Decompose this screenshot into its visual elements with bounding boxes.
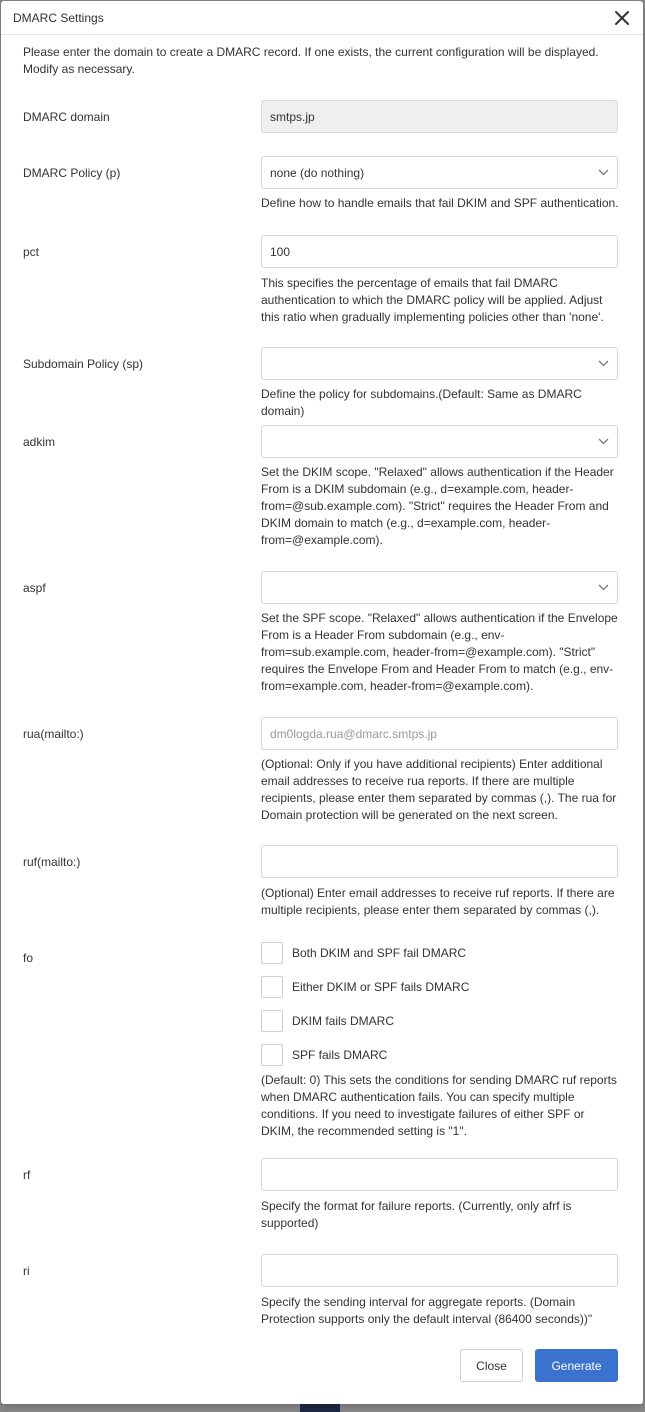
help-text: Define how to handle emails that fail DKIM and SPF authentication. [261, 196, 619, 210]
fo-option-either-fail[interactable] [261, 975, 619, 999]
select-value: none (do nothing) [270, 165, 365, 180]
chevron-down-icon [598, 169, 609, 176]
close-icon[interactable] [613, 9, 631, 27]
field-label: rua(mailto:) [23, 727, 84, 741]
checkbox[interactable] [261, 942, 283, 964]
dmarc-policy-select[interactable] [261, 156, 618, 189]
ri-input[interactable] [261, 1254, 618, 1287]
checkbox[interactable] [261, 976, 283, 998]
adkim-select[interactable] [261, 425, 618, 458]
close-button[interactable]: Close [460, 1349, 523, 1382]
checkbox-label: DKIM fails DMARC [292, 1014, 395, 1028]
help-text: (Optional: Only if you have additional recipients) Enter additional email addresses to receive rua reports. If there are multiple recipients, please enter them separated by commas (,). The rua for Domain protection will be generated on the next screen. [261, 757, 617, 822]
chevron-down-icon [598, 438, 609, 445]
subdomain-policy-select[interactable] [261, 347, 618, 380]
dialog-title: DMARC Settings [13, 10, 104, 25]
rua-input[interactable] [261, 717, 618, 750]
ruf-input[interactable] [261, 845, 618, 878]
help-text: Specify the format for failure reports. (Currently, only afrf is supported) [261, 1199, 572, 1230]
help-text: This specifies the percentage of emails that fail DMARC authentication to which the DMARC policy will be applied. Adjust this ratio when gradually implementing policies other than 'none'. [261, 276, 604, 324]
field-label: DMARC Policy (p) [23, 166, 121, 180]
field-label: aspf [23, 581, 46, 595]
generate-button[interactable]: Generate [535, 1349, 618, 1382]
help-text: Define the policy for subdomains.(Default: Same as DMARC domain) [261, 387, 582, 418]
field-label: ri [23, 1264, 30, 1278]
fo-option-spf-fail[interactable] [261, 1043, 619, 1067]
checkbox-label: SPF fails DMARC [292, 1048, 388, 1062]
field-label: Subdomain Policy (sp) [23, 357, 144, 371]
help-text: Set the DKIM scope. "Relaxed" allows authentication if the Header From is a DKIM subdomain (e.g., d=example.com, header-from=@sub.example.com). "Strict" requires the Header From and DKIM domain to match (e.g., d=example.com, header-from=@example.com). [261, 465, 614, 547]
intro-text: Please enter the domain to create a DMARC record. If one exists, the current configuration will be displayed. Modify as necessary. [23, 45, 599, 76]
checkbox-label: Both DKIM and SPF fail DMARC [292, 946, 467, 960]
field-label: pct [23, 245, 40, 259]
field-label: rf [23, 1168, 31, 1182]
field-label: DMARC domain [23, 110, 110, 124]
fo-option-dkim-fail[interactable] [261, 1009, 619, 1033]
help-text: (Default: 0) This sets the conditions for sending DMARC ruf reports when DMARC authentication fails. You can specify multiple conditions. If you need to investigate failures of either SPF or DKIM, the recommended setting is "1". [261, 1073, 617, 1138]
chevron-down-icon [598, 584, 609, 591]
dialog-header [1, 1, 643, 35]
dmarc-settings-dialog [1, 1, 643, 1404]
field-label: ruf(mailto:) [23, 855, 81, 869]
pct-input[interactable] [261, 235, 618, 268]
field-label: adkim [23, 435, 56, 449]
checkbox[interactable] [261, 1044, 283, 1066]
rf-input[interactable] [261, 1158, 618, 1191]
fo-option-both-fail[interactable] [261, 941, 619, 965]
field-label: fo [23, 951, 34, 965]
aspf-select[interactable] [261, 571, 618, 604]
chevron-down-icon [598, 360, 609, 367]
help-text: (Optional) Enter email addresses to receive ruf reports. If there are multiple recipients, please enter them separated by commas (,). [261, 886, 615, 917]
dmarc-domain-input[interactable] [261, 100, 618, 133]
help-text: Specify the sending interval for aggregate reports. (Domain Protection supports only the default interval (86400 seconds))" [261, 1295, 593, 1326]
help-text: Set the SPF scope. "Relaxed" allows authentication if the Envelope From is a Header From subdomain (e.g., env-from=sub.example.com, header-from=@example.com). "Strict" requires the Envelope From and Header From to match (e.g., env-from=example.com, header-from=@example.com). [261, 611, 618, 693]
checkbox[interactable] [261, 1010, 283, 1032]
checkbox-label: Either DKIM or SPF fails DMARC [292, 980, 470, 994]
background-strip [300, 1404, 340, 1412]
